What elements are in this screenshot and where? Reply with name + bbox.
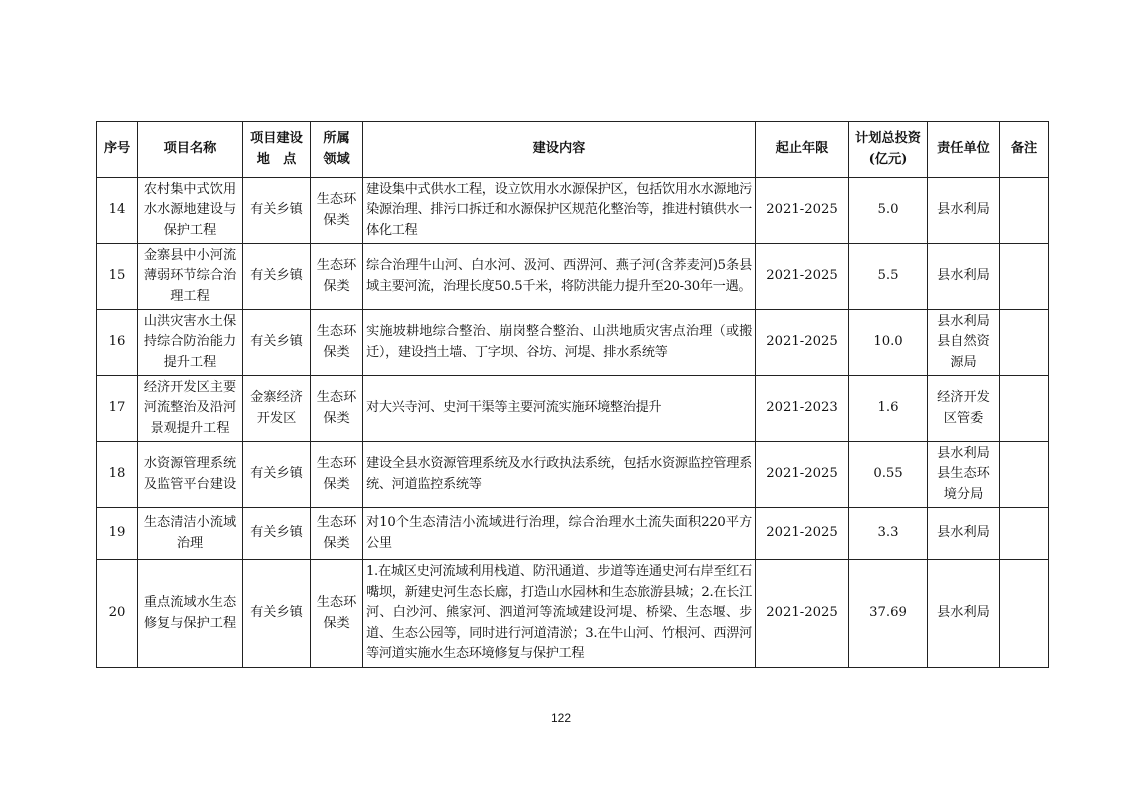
- row-remark: [1000, 310, 1049, 376]
- header-owner: 责任单位: [928, 122, 1000, 178]
- header-investment-line2: (亿元): [868, 151, 908, 167]
- row-remark: [1000, 560, 1049, 668]
- row-investment: 3.3: [849, 508, 928, 560]
- row-location: 有关乡镇: [243, 508, 311, 560]
- row-remark: [1000, 442, 1049, 508]
- header-investment-line1: 计划总投资: [855, 131, 921, 146]
- row-period: 2021-2025: [756, 560, 849, 668]
- row-remark: [1000, 376, 1049, 442]
- row-owner: [928, 244, 1000, 310]
- header-index: 序号: [97, 122, 138, 178]
- table-row: [97, 244, 1049, 310]
- row-index: 15: [97, 244, 138, 310]
- row-owner-line: 县自然资源局: [937, 334, 990, 370]
- table-row: [97, 560, 1049, 668]
- row-content: 综合治理牛山河、白水河、汲河、西淠河、燕子河(含荞麦河)5条县域主要河流，治理长度50.5千米，将防洪能力提升至20-30年一遇。: [363, 244, 756, 310]
- row-name: 水资源管理系统及监管平台建设: [138, 442, 243, 508]
- table-row: [97, 376, 1049, 442]
- row-period: 2021-2025: [756, 244, 849, 310]
- row-content: 对10个生态清洁小流域进行治理，综合治理水土流失面积220平方公里: [363, 508, 756, 560]
- row-investment: 0.55: [849, 442, 928, 508]
- row-owner: [928, 376, 1000, 442]
- row-content: 建设全县水资源管理系统及水行政执法系统，包括水资源监控管理系统、河道监控系统等: [363, 442, 756, 508]
- row-index: 16: [97, 310, 138, 376]
- header-name: 项目名称: [138, 122, 243, 178]
- row-field: 生态环保类: [311, 442, 363, 508]
- row-name: 金寨县中小河流薄弱环节综合治理工程: [138, 244, 243, 310]
- row-index: 17: [97, 376, 138, 442]
- row-index: 19: [97, 508, 138, 560]
- row-remark: [1000, 508, 1049, 560]
- row-remark: [1000, 244, 1049, 310]
- table-row: [97, 178, 1049, 244]
- header-location: [243, 122, 311, 178]
- row-owner-line: 县水利局: [937, 605, 990, 621]
- row-content: 对大兴寺河、史河干渠等主要河流实施环境整治提升: [363, 376, 756, 442]
- row-owner-line: 县水利局: [937, 268, 990, 284]
- row-field: 生态环保类: [311, 244, 363, 310]
- row-period: 2021-2025: [756, 508, 849, 560]
- row-investment: 10.0: [849, 310, 928, 376]
- header-investment: [849, 122, 928, 178]
- row-owner: [928, 442, 1000, 508]
- row-location: 有关乡镇: [243, 310, 311, 376]
- row-content: 1.在城区史河流域利用栈道、防汛通道、步道等连通史河右岸至红石嘴坝，新建史河生态长廊，打造山水园林和生态旅游县城；2.在长江河、白沙河、熊家河、泗道河等流域建设河堤、桥梁、生态堰、步道、生态公园等，同时进行河道清淤；3.在牛山河、竹根河、西淠河等河道实施水生态环境修复与保护工程: [363, 560, 756, 668]
- row-location: 有关乡镇: [243, 560, 311, 668]
- row-period: 2021-2025: [756, 310, 849, 376]
- row-content: 实施坡耕地综合整治、崩岗整合整治、山洪地质灾害点治理（或搬迁），建设挡土墙、丁字坝、谷坊、河堤、排水系统等: [363, 310, 756, 376]
- row-remark: [1000, 178, 1049, 244]
- row-content: 建设集中式供水工程，设立饮用水水源保护区，包括饮用水水源地污染源治理、排污口拆迁和水源保护区规范化整治等，推进村镇供水一体化工程: [363, 178, 756, 244]
- row-owner-line: 县水利局: [937, 313, 990, 329]
- row-location: 金寨经济开发区: [243, 376, 311, 442]
- row-owner-line: 县水利局: [937, 445, 990, 461]
- header-field-line1: 所属: [323, 131, 350, 146]
- table-row: [97, 310, 1049, 376]
- row-owner-line: 经济开发区管委: [937, 390, 990, 426]
- row-name: 农村集中式饮用水水源地建设与保护工程: [138, 178, 243, 244]
- row-name: 山洪灾害水土保持综合防治能力提升工程: [138, 310, 243, 376]
- row-period: 2021-2023: [756, 376, 849, 442]
- row-field: 生态环保类: [311, 310, 363, 376]
- projects-table: [96, 121, 1049, 668]
- row-investment: 1.6: [849, 376, 928, 442]
- table-row: [97, 442, 1049, 508]
- row-field: 生态环保类: [311, 508, 363, 560]
- row-period: 2021-2025: [756, 442, 849, 508]
- row-owner: [928, 508, 1000, 560]
- header-field: [311, 122, 363, 178]
- row-owner: [928, 560, 1000, 668]
- row-investment: 5.0: [849, 178, 928, 244]
- table-row: [97, 508, 1049, 560]
- row-index: 18: [97, 442, 138, 508]
- row-investment: 37.69: [849, 560, 928, 668]
- row-location: 有关乡镇: [243, 442, 311, 508]
- row-field: 生态环保类: [311, 178, 363, 244]
- row-field: 生态环保类: [311, 376, 363, 442]
- row-location: 有关乡镇: [243, 178, 311, 244]
- page-number: 122: [550, 711, 572, 725]
- row-name: 重点流域水生态修复与保护工程: [138, 560, 243, 668]
- row-owner-line: 县水利局: [937, 202, 990, 218]
- row-investment: 5.5: [849, 244, 928, 310]
- row-index: 14: [97, 178, 138, 244]
- header-field-line2: 领域: [323, 151, 350, 167]
- row-owner: [928, 178, 1000, 244]
- table-header-row: [97, 122, 1049, 178]
- header-content: 建设内容: [363, 122, 756, 178]
- row-location: 有关乡镇: [243, 244, 311, 310]
- row-owner-line: 县水利局: [937, 525, 990, 541]
- row-owner: [928, 310, 1000, 376]
- row-name: 生态清洁小流域治理: [138, 508, 243, 560]
- row-field: 生态环保类: [311, 560, 363, 668]
- row-period: 2021-2025: [756, 178, 849, 244]
- header-location-line2: 地 点: [256, 151, 297, 167]
- row-owner-line: 县生态环境分局: [937, 466, 990, 502]
- row-index: 20: [97, 560, 138, 668]
- header-location-line1: 项目建设: [250, 131, 303, 146]
- header-remark: 备注: [1000, 122, 1049, 178]
- header-period: 起止年限: [756, 122, 849, 178]
- row-name: 经济开发区主要河流整治及沿河景观提升工程: [138, 376, 243, 442]
